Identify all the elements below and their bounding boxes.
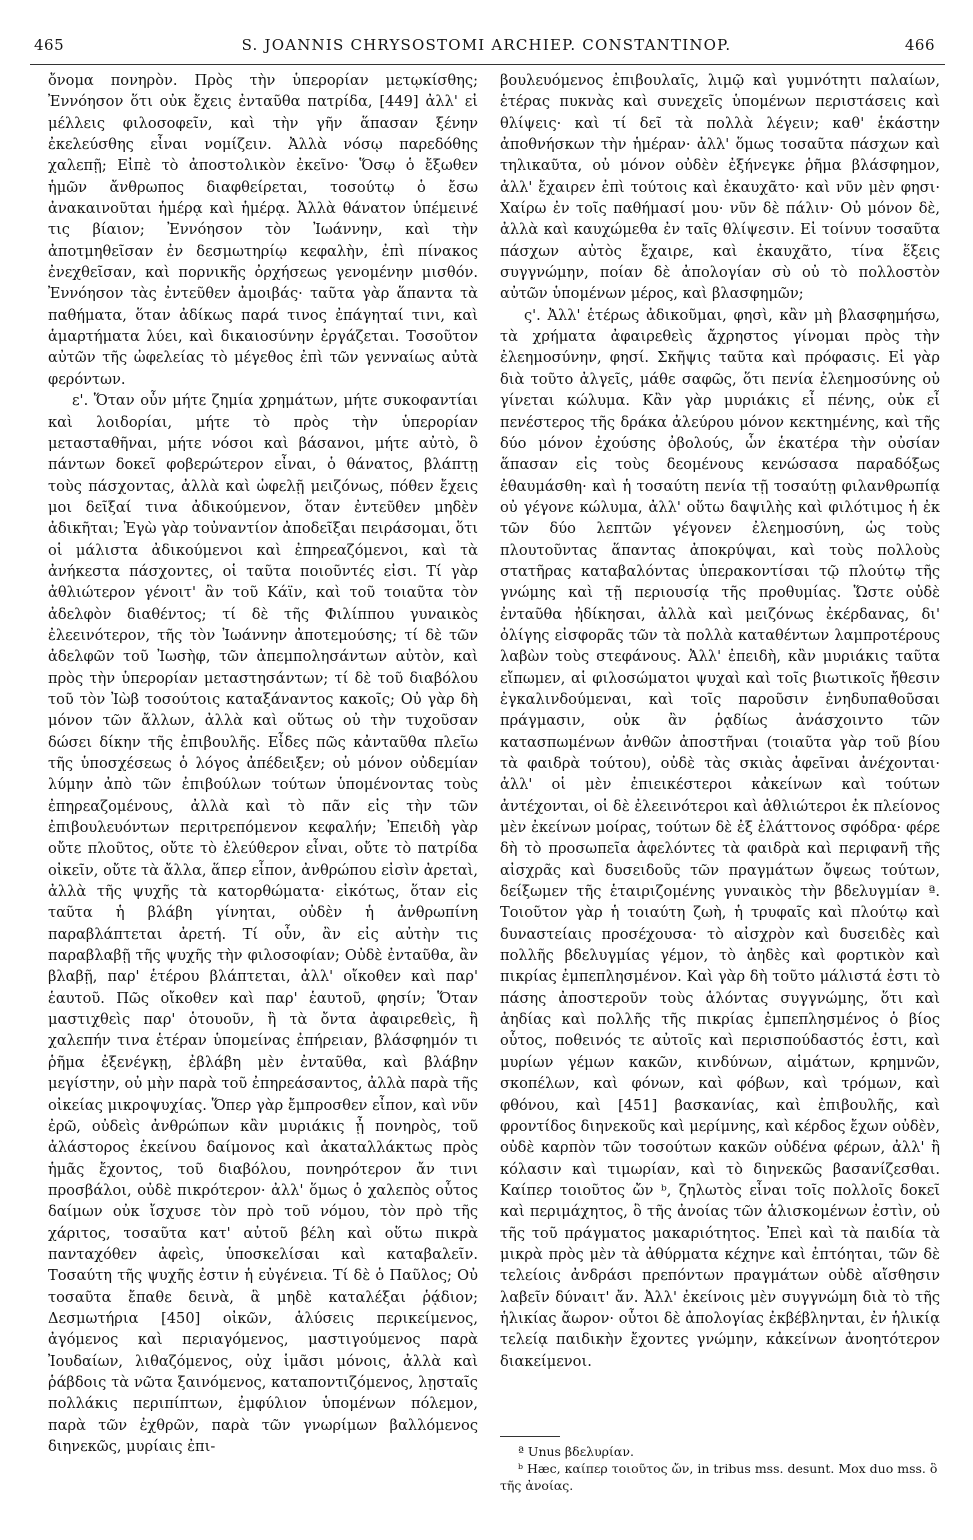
footnote-rule — [500, 1436, 560, 1437]
running-title: S. JOANNIS CHRYSOSTOMI ARCHIEP. CONSTANTINOP. — [241, 36, 732, 54]
paragraph-continued: βουλευόμενος ἐπιβουλαῖς, λιμῷ καὶ γυμνότητι παλαίων, ἑτέρας πυκνὰς καὶ συνεχεῖς ὑπομένων περιστάσεις καὶ θλίψεις· καὶ τί δεῖ τὰ πολλὰ λέγειν; καθ' ἑκάστην ἀποθνήσκων τὴν ἡμέραν· ἀλλ' ὅμως τοσαῦτα πάσχων καὶ τηλικαῦτα, οὐ μόνον οὐδὲν ἐξήνεγκε ῥῆμα βλάσφημον, ἀλλ' ἔχαιρεν ἐπὶ τούτοις καὶ ἐκαυχᾶτο· καὶ νῦν μὲν φησι· Χαίρω ἐν τοῖς παθήμασί μου· νῦν δὲ πάλιν· Οὐ μόνον δὲ, ἀλλὰ καὶ καυχώμεθα ἐν ταῖς θλίψεσιν. Εἰ τοίνυν τοσαῦτα πάσχων αὐτὸς ἔχαιρε, καὶ ἐκαυχᾶτο, τίνα ἕξεις συγγνώμην, ποίαν δὲ ἀπολογίαν σὺ οὐ τὸ πολλοστὸν αὐτῶν ὑπομένων μέρος, καὶ βλασφημῶν; — [500, 72, 940, 303]
running-header — [30, 36, 943, 60]
paragraph-continued: ὄνομα πονηρὸν. Πρὸς τὴν ὑπερορίαν μετῳκίσθης; Ἐννόησον ὅτι οὐκ ἔχεις ἐνταῦθα πατρίδα, [449] ἀλλ' εἰ μέλλεις φιλοσοφεῖν, καὶ τὴν γῆν ἅπασαν ξένην ἐκελεύσθης εἶναι νομίζειν. Ἀλλὰ νόσῳ παρεδόθης χαλεπῇ; Εἰπὲ τὸ ἀποστολικὸν ἐκεῖνο· Ὅσῳ ὁ ἔξωθεν ἡμῶν ἄνθρωπος διαφθείρεται, τοσούτῳ ὁ ἔσω ἀνακαινοῦται ἡμέρᾳ καὶ ἡμέρᾳ. Ἀλλὰ θάνατον ὑπέμεινέ τις βίαιον; Ἐννόησον τὸν Ἰωάννην, καὶ τὴν ἀποτμηθεῖσαν ἐν δεσμωτηρίῳ κεφαλὴν, ἐπὶ πίνακος ἐνεχθεῖσαν, καὶ πορνικῆς ὀρχήσεως γενομένην μισθόν. Ἐννόησον τὰς ἐντεῦθεν ἀμοιβάς· ταῦτα γὰρ ἅπαντα τὰ παθήματα, ὅταν ἀδίκως παρά τινος ἐπάγηταί τινι, καὶ ἁμαρτήματα λύει, καὶ δικαιοσύνην ἐργάζεται. Τοσοῦτον αὐτῶν τῆς ὠφελείας τὸ μέγεθος ἐπὶ τῶν γενναίως αὐτὰ φερόντων. — [48, 72, 478, 388]
right-column — [500, 70, 940, 1372]
footnote-a: ª Unus βδελυρίαν. — [518, 1444, 634, 1459]
header-rule — [30, 64, 945, 65]
page-number-left: 465 — [34, 36, 65, 54]
footnotes — [500, 1436, 940, 1494]
paragraph-section-5: ε'. Ὅταν οὖν μήτε ζημία χρημάτων, μήτε συκοφαντίαι καὶ λοιδορίαι, μήτε τὸ πρὸς τὴν ὑπερορίαν μετασταθῆναι, μήτε νόσοι καὶ βάσανοι, μήτε αὐτὸ, ὃ πάντων δοκεῖ φοβερώτερον εἶναι, ὁ θάνατος, βλάπτῃ τοὺς πάσχοντας, ἀλλὰ καὶ ὠφελῇ μειζόνως, πόθεν ἔχεις μοι δεῖξαί τινα ἀδικούμενον, ὅταν ἐντεῦθεν μηδὲν ἀδικῆται; Ἐγὼ γὰρ τοὐναντίον ἀποδεῖξαι πειράσομαι, ὅτι οἱ μάλιστα ἀδικούμενοι καὶ ἐπηρεαζόμενοι, καὶ τὰ ἀνήκεστα πάσχοντες, οἱ ταῦτα ποιοῦντές εἰσι. Τί γὰρ ἀθλιώτερον γένοιτ' ἂν τοῦ Κάϊν, καὶ τοῦ τοιαῦτα τὸν ἀδελφὸν διαθέντος; τί δὲ τῆς Φιλίππου γυναικὸς ἐλεεινότερον, τῆς τὸν Ἰωάννην ἀποτεμούσης; τί δὲ τῶν ἀδελφῶν τοῦ Ἰωσὴφ, τῶν ἀπεμπολησάντων αὐτὸν, καὶ πρὸς τὴν ὑπερορίαν μεταστησάντων; τί δὲ τοῦ διαβόλου τοῦ τὸν Ἰὼβ τοσούτοις καταξάναντος κακοῖς; Οὐ γὰρ δὴ μόνον τῶν ἄλλων, ἀλλὰ καὶ οὕτως οὐ τὴν τυχοῦσαν δώσει δίκην τῆς ἐπιβουλῆς. Εἶδες πῶς κἀνταῦθα πλεῖω τῆς ὑποσχέσεως ὁ λόγος ἀπέδειξεν; οὐ μόνον οὐδεμίαν λύμην ἀπὸ τῶν ἐπιβούλων τούτων ὑπομένοντας τοὺς ἐπηρεαζομένους, ἀλλὰ καὶ τὸ πᾶν εἰς τὴν τῶν ἐπιβουλευόντων περιτρεπόμενον κεφαλήν; Ἐπειδὴ γὰρ οὔτε πλοῦτος, οὔτε τὸ ἐλεύθερον εἶναι, οὔτε τὸ πατρίδα οἰκεῖν, οὔτε τὰ ἄλλα, ἅπερ εἶπον, ἀνθρώπου εἰσὶν ἀρεταὶ, ἀλλὰ τῆς ψυχῆς τὰ κατορθώματα· εἰκότως, ὅταν εἰς ταῦτα ἡ βλάβη γίνηται, οὐδὲν ἡ ἀνθρωπίνη παραβλάπτεται ἀρετή. Τί οὖν, ἂν εἰς αὐτὴν τις παραβλαβῇ τῆς ψυχῆς τὴν φιλοσοφίαν; Οὐδὲ ἐνταῦθα, ἂν βλαβῇ, παρ' ἑτέρου βλάπτεται, ἀλλ' οἴκοθεν καὶ παρ' ἑαυτοῦ. Πῶς οἴκοθεν καὶ παρ' ἑαυτοῦ, φησίν; Ὅταν μαστιχθεὶς παρ' ὁτουοῦν, ἢ τὰ ὄντα ἀφαιρεθεὶς, ἢ χαλεπήν τινα ἑτέραν ὑπομείνας ἐπήρειαν, βλάσφημόν τι ῥῆμα ἐξενέγκῃ, ἐβλάβη μὲν ἐνταῦθα, καὶ βλάβην μεγίστην, οὐ μὴν παρὰ τοῦ ἐπηρεάσαντος, ἀλλὰ παρὰ τῆς οἰκείας μικροψυχίας. Ὅπερ γὰρ ἔμπροσθεν εἶπον, καὶ νῦν ἐρῶ, οὐδεὶς ἀνθρώπων κἂν μυριάκις ᾖ πονηρὸς, τοῦ ἀλάστορος ἐκείνου δαίμονος καὶ ἀκαταλλάκτως πρὸς ἡμᾶς ἔχοντος, τοῦ διαβόλου, πονηρότερον ἄν τινι προσβάλοι, οὐδὲ πικρότερον· ἀλλ' ὅμως ὁ χαλεπὸς οὗτος δαίμων οὐκ ἴσχυσε τὸν πρὸ τοῦ νόμου, τὸν πρὸ τῆς χάριτος, τοσαῦτα κατ' αὐτοῦ βέλη καὶ οὕτω πικρὰ πανταχόθεν ἀφεὶς, ὑποσκελίσαι καὶ καταβαλεῖν. Τοσαύτη τῆς ψυχῆς ἐστιν ἡ εὐγένεια. Τί δὲ ὁ Παῦλος; Οὐ τοσαῦτα ἔπαθε δεινὰ, ἃ μηδὲ καταλέξαι ῥᾴδιον; Δεσμωτήρια [450] οἰκῶν, ἁλύσεις περικείμενος, ἀγόμενος καὶ περιαγόμενος, μαστιγούμενος παρὰ Ἰουδαίων, λιθαζόμενος, οὐχ ἱμᾶσι μόνοις, ἀλλὰ καὶ ῥάβδοις τὰ νῶτα ξαινόμενος, καταποντιζόμενος, λῃσταῖς πολλάκις περιπίπτων, ἐμφύλιον ὑπομένων πόλεμον, παρὰ τῶν ἐχθρῶν, παρὰ τῶν γνωρίμων βαλλόμενος διηνεκῶς, μυρίαις ἐπι- — [48, 392, 478, 1455]
left-column — [48, 70, 478, 1457]
footnote-b: ᵇ Hæc, καίπερ τοιοῦτος ὤν, in tribus mss. desunt. Mox duo mss. ὃ τῆς ἀνοίας. — [500, 1461, 938, 1493]
paragraph-section-6: ς'. Ἀλλ' ἑτέρως ἀδικοῦμαι, φησὶ, κἂν μὴ βλασφημήσω, τὰ χρήματα ἀφαιρεθεὶς ἄχρηστος γίνομαι πρὸς τὴν ἐλεημοσύνην, φησί. Σκῆψις ταῦτα καὶ πρόφασις. Εἰ γὰρ διὰ τοῦτο ἀλγεῖς, μάθε σαφῶς, ὅτι πενία ἐλεημοσύνης οὐ γίνεται κώλυμα. Κἂν γὰρ μυριάκις εἶ πένης, οὐκ εἶ πενέστερος τῆς δράκα ἀλεύρου μόνον κεκτημένης, καὶ τῆς δύο μόνον ἐχούσης ὀβολούς, ὧν ἑκατέρα τὴν οὐσίαν ἅπασαν εἰς τοὺς δεομένους κενώσασα παραδόξως ἐθαυμάσθη· καὶ ἡ τοσαύτη πενία τῇ τοσαύτῃ φιλανθρωπίᾳ οὐ γέγονε κώλυμα, ἀλλ' οὕτω δαψιλὴς καὶ φιλότιμος ἡ ἐκ τῶν δύο λεπτῶν γέγονεν ἐλεημοσύνη, ὡς τοὺς πλουτοῦντας ἅπαντας ἀποκρύψαι, καὶ τοὺς πολλοὺς στατῆρας καταβαλόντας ὑπερακοντίσαι τῷ πλούτῳ τῆς γνώμης καὶ τῇ περιουσίᾳ τῆς προθυμίας. Ὥστε οὐδὲ ἐνταῦθα ἠδίκησαι, ἀλλὰ καὶ μειζόνως ἐκέρδανας, δι' ὀλίγης εἰσφορᾶς τῶν τὰ πολλὰ καταθέντων λαμπροτέρους λαβὼν τοὺς στεφάνους. Ἀλλ' ἐπειδὴ, κἂν μυριάκις ταῦτα εἴπωμεν, αἱ φιλοσώματοι ψυχαὶ καὶ τοῖς βιωτικοῖς ἤθεσιν ἐγκαλινδούμεναι, καὶ τοῖς παροῦσιν ἐνηδυπαθοῦσαι πράγμασιν, οὐκ ἂν ῥᾳδίως ἀνάσχοιντο τῶν κατασπωμένων ἀνθῶν ἀποστῆναι (τοιαῦτα γὰρ τοῦ βίου τὰ φαιδρὰ τούτου), οὐδὲ τὰς σκιὰς ἀφεῖναι ἀνέχονται· ἀλλ' οἱ μὲν ἐπιεικέστεροι κἀκείνων καὶ τούτων ἀντέχονται, οἱ δὲ ἐλεεινότεροι καὶ ἀθλιώτεροι ἐκ πλείονος μὲν ἐκείνων μοίρας, τούτων δὲ ἐξ ἐλάττονος σφόδρα· φέρε δὴ τὸ προσωπεῖα ἀφελόντες τὰ φαιδρὰ καὶ περιφανῆ τῆς αἰσχρᾶς καὶ δυσειδοῦς τῶν πραγμάτων ὄψεως τούτων, δείξωμεν τῆς ἑταιριζομένης γυναικὸς τὴν βδελυγμίαν ª. Τοιοῦτον γὰρ ἡ τοιαύτη ζωὴ, ἡ τρυφαῖς καὶ πλούτῳ καὶ δυναστείαις προσέχουσα· τὸ αἰσχρὸν καὶ δυσειδὲς καὶ πολλῆς βδελυγμίας γέμον, τὸ ἀηδὲς καὶ φορτικὸν καὶ πικρίας ἐμπεπλησμένον. Καὶ γὰρ δὴ τοῦτο μάλιστά ἐστι τὸ πάσης ἀποστεροῦν τοὺς ἁλόντας συγγνώμης, ὅτι καὶ ἀηδίας καὶ πολλῆς τῆς πικρίας ἐμπεπλησμένος ὁ βίος οὗτος, ποθεινός τε αὐτοῖς καὶ περισπούδαστός ἐστι, καὶ μυρίων γέμων κακῶν, κινδύνων, αἱμάτων, κρημνῶν, σκοπέλων, καὶ φόνων, καὶ φόβων, καὶ τρόμων, καὶ φθόνου, καὶ [451] βασκανίας, καὶ ἐπιβουλῆς, καὶ φροντίδος διηνεκοῦς καὶ μερίμνης, καὶ κέρδος ἔχων οὐδὲν, οὐδὲ καρπὸν τῶν τοσούτων κακῶν οὐδένα φέρων, ἀλλ' ἢ κόλασιν καὶ τιμωρίαν, καὶ τὸ διηνεκῶς βασανίζεσθαι. Καίπερ τοιοῦτος ὤν ᵇ, ζηλωτὸς εἶναι τοῖς πολλοῖς δοκεῖ καὶ περιμάχητος, ὃ τῆς ἀνοίας τῶν ἁλισκομένων ἐστὶν, οὐ τῆς τοῦ πράγματος μακαριότητος. Ἐπεὶ καὶ τὰ παιδία τὰ μικρὰ πρὸς μὲν τὰ ἀθύρματα κέχηνε καὶ ἐπτόηται, τῶν δὲ τελείοις ἀνδράσι πρεπόντων πραγμάτων οὐδὲ αἴσθησιν λαβεῖν δύναιτ' ἄν. Ἀλλ' ἐκείνοις μὲν συγγνώμη διὰ τὸ τῆς ἡλικίας ἄωρον· οὗτοι δὲ ἀπολογίας ἐκβέβληνται, ἐν ἡλικίᾳ τελείᾳ παιδικὴν ἔχοντες γνώμην, κἀκείνων ἀνοητότερον διακείμενοι. — [500, 306, 941, 1370]
page-number-right: 466 — [904, 36, 935, 54]
